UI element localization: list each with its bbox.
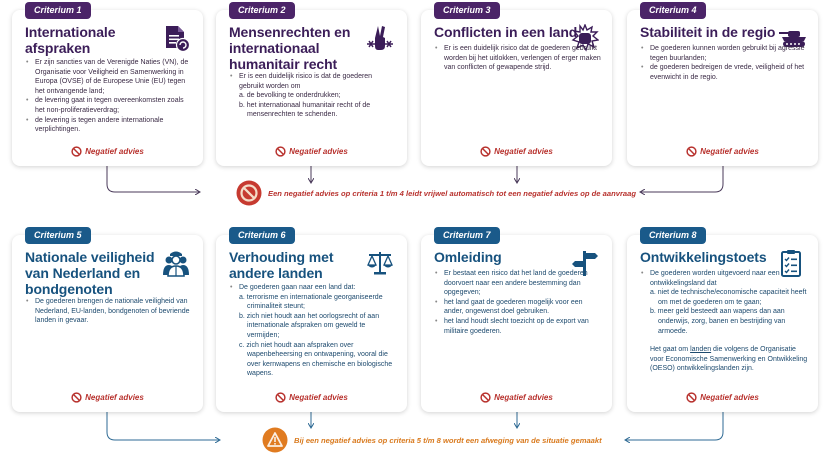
criterium-3-card <box>421 5 612 166</box>
criterium-title: Internationale afspraken <box>25 24 116 56</box>
bullet-item: • De goederen gaan naar een land dat: <box>229 283 397 293</box>
criterium-badge: Criterium 7 <box>434 227 500 244</box>
criterium-badge: Criterium 1 <box>25 2 91 19</box>
sub-item: a. niet de technische/economische capaciteit heeft om met de goederen om te gaan; <box>650 289 807 306</box>
negatief-advies-label: Negatief advies <box>421 146 612 157</box>
peace-hand-barbed-wire-icon <box>366 24 394 52</box>
document-refresh-icon <box>162 24 190 52</box>
negatief-advies-label: Negatief advies <box>12 146 203 157</box>
sub-item: b. meer geld besteedt aan wapens dan aan onderwijs, zorg, banen en bestrijding van armoede. <box>650 308 786 335</box>
bullet-item: • De goederen kunnen worden gebruikt bij agressie tegen buurlanden; <box>640 44 808 63</box>
negatief-advies-label: Negatief advies <box>627 146 818 157</box>
criterium-body <box>229 72 397 120</box>
oeso-note: Het gaat om landen die volgens de Organisatie voor Economische Samenwerking en Ontwikkeling (OESO) ontwikkelingslanden zijn. <box>650 346 808 373</box>
criterium-title: Omleiding <box>434 249 502 265</box>
criterium-badge: Criterium 2 <box>229 2 295 19</box>
scales-icon <box>366 249 394 277</box>
criterium-body <box>640 269 808 374</box>
prohibited-icon <box>71 392 82 403</box>
negatief-advies-label: Negatief advies <box>12 392 203 403</box>
criterium-badge: Criterium 6 <box>229 227 295 244</box>
criterium-8-card <box>627 230 818 412</box>
bullet-item: • De goederen brengen de nationale veiligheid van Nederland, EU-landen, bondgenoten of bevriende landen in gevaar. <box>25 297 193 326</box>
bullet-item: • Er is een duidelijk risico dat de goederen gebruikt worden bij het uitlokken, verlengen of erger maken van conflicten of gewapende strijd. <box>434 44 602 73</box>
prohibited-icon <box>480 392 491 403</box>
negatief-advies-label: Negatief advies <box>216 146 407 157</box>
soldiers-group-icon <box>162 249 190 277</box>
prohibited-icon <box>71 146 82 157</box>
bullet-item: • Er is een duidelijk risico is dat de goederen gebruikt worden om <box>229 72 397 91</box>
sub-item: c. zich niet houdt aan afspraken over wapenbeheersing en ontwapening, vooral die over kernwapens en chemische en biologische wapens. <box>239 341 393 378</box>
criterium-title: Verhouding met andere landen <box>229 249 334 281</box>
criterium-7-card <box>421 230 612 412</box>
bullet-item: • de levering gaat in tegen overeenkomsten zoals het non-proliferatieverdrag; <box>25 96 193 115</box>
bullet-item: • het land gaat de goederen mogelijk voor een ander, ongewenst doel gebruiken. <box>434 298 602 317</box>
large-prohibited-icon <box>236 180 262 206</box>
warning-icon <box>262 427 288 453</box>
prohibited-icon <box>275 146 286 157</box>
criterium-title: Stabiliteit in de regio <box>640 24 776 40</box>
prohibited-icon <box>686 146 697 157</box>
criterium-title: Ontwikkelingstoets <box>640 249 767 265</box>
criterium-badge: Criterium 5 <box>25 227 91 244</box>
criterium-title: Conflicten in een land <box>434 24 578 40</box>
criterium-body <box>640 44 808 82</box>
criterium-6-card <box>216 230 407 412</box>
negatief-advies-label: Negatief advies <box>216 392 407 403</box>
prohibited-icon <box>686 392 697 403</box>
landen-link[interactable]: landen <box>690 346 712 354</box>
criterium-badge: Criterium 8 <box>640 227 706 244</box>
criterium-body <box>434 44 602 73</box>
bullet-item: • De goederen worden uitgevoerd naar een ontwikkelingsland dat <box>640 269 808 288</box>
criterium-title: Nationale veiligheid van Nederland en bondgenoten <box>25 249 155 297</box>
summary-text: Een negatief advies op criteria 1 t/m 4 leidt vrijwel automatisch tot een negatief advies op de aanvraag <box>268 188 636 198</box>
prohibited-icon <box>480 146 491 157</box>
criterium-1-card <box>12 5 203 166</box>
criterium-body <box>25 58 193 135</box>
criterium-body <box>434 269 602 336</box>
criterium-body <box>25 297 193 326</box>
bullet-item: • de levering is tegen andere internationale verplichtingen. <box>25 116 193 135</box>
bullet-item: • Er bestaat een risico dat het land de goederen doorvoert naar een andere bestemming dan opgegeven; <box>434 269 602 298</box>
criterium-4-card <box>627 5 818 166</box>
negatief-advies-label: Negatief advies <box>421 392 612 403</box>
prohibited-icon <box>275 392 286 403</box>
sub-item: b. zich niet houdt aan het oorlogsrecht of aan internationale afspraken om geweld te vermijden; <box>239 312 380 339</box>
bullet-item: • Er zijn sancties van de Verenigde Naties (VN), de Organisatie voor Veiligheid en Samenwerking in Europa (OVSE) of de Europese Unie (EU) tegen het ontvangende land; <box>25 58 193 96</box>
bottom-row-summary <box>262 427 602 453</box>
criterium-badge: Criterium 3 <box>434 2 500 19</box>
sub-item: b. het internationaal humanitair recht of de mensenrechten te schenden. <box>239 101 371 119</box>
criterium-body <box>229 283 397 379</box>
criterium-5-card <box>12 230 203 412</box>
top-row-summary <box>236 180 636 206</box>
sub-item: a. de bevolking te onderdrukken; <box>239 92 341 100</box>
sub-item: a. terrorisme en internationale georganiseerde criminaliteit steunt; <box>239 293 383 311</box>
summary-text: Bij een negatief advies op criteria 5 t/m 8 wordt een afweging van de situatie gemaakt <box>294 435 602 445</box>
bullet-item: • de goederen bedreigen de vrede, veiligheid of het evenwicht in de regio. <box>640 63 808 82</box>
criterium-badge: Criterium 4 <box>640 2 706 19</box>
negatief-advies-label: Negatief advies <box>627 392 818 403</box>
criterium-2-card <box>216 5 407 166</box>
criterium-title: Mensenrechten en internationaal humanitair recht <box>229 24 351 72</box>
bullet-item: • het land houdt slecht toezicht op de export van militaire goederen. <box>434 317 602 336</box>
